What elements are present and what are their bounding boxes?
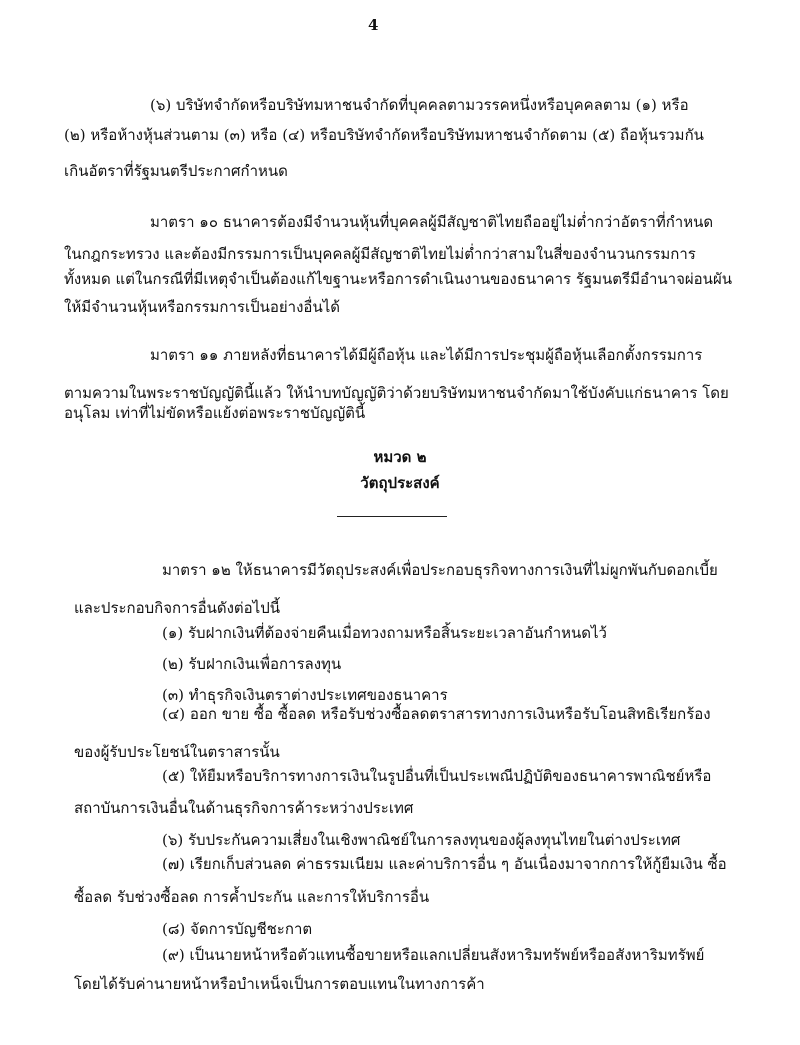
section11-line1: มาตรา ๑๑ ภายหลังที่ธนาคารได้มีผู้ถือหุ้น และได้มีการประชุมผู้ถือหุ้นเลือกตั้งกรรมการ (150, 346, 703, 364)
section12-item1: (๑) รับฝากเงินที่ต้องจ่ายคืนเมื่อทวงถามหรือสิ้นระยะเวลาอันกำหนดไว้ (162, 624, 607, 642)
chapter-divider (337, 516, 447, 517)
page-number: 4 (368, 16, 379, 34)
section12-item9-line2: โดยได้รับค่านายหน้าหรือบำเหน็จเป็นการตอบแทนในทางการค้า (74, 975, 485, 993)
section12-item3: (๓) ทำธุรกิจเงินตราต่างประเทศของธนาคาร (162, 686, 448, 704)
section10-line3: ทั้งหมด แต่ในกรณีที่มีเหตุจำเป็นต้องแก้ไขฐานะหรือการดำเนินงานของธนาคาร รัฐมนตรีมีอำนาจผ่อนผัน (64, 270, 732, 288)
chapter-number: หมวด ๒ (373, 448, 427, 466)
section10-line2: ในกฎกระทรวง และต้องมีกรรมการเป็นบุคคลผู้มีสัญชาติไทยไม่ต่ำกว่าสามในสี่ของจำนวนกรรมการ (64, 245, 696, 263)
para6-line2: (๒) หรือห้างหุ้นส่วนตาม (๓) หรือ (๔) หรือบริษัทจำกัดหรือบริษัทมหาชนจำกัดตาม (๕) ถือหุ้นรวมกัน (64, 126, 704, 144)
section11-line3: อนุโลม เท่าที่ไม่ขัดหรือแย้งต่อพระราชบัญญัตินี้ (64, 404, 366, 422)
section12-line1: มาตรา ๑๒ ให้ธนาคารมีวัตถุประสงค์เพื่อประกอบธุรกิจทางการเงินที่ไม่ผูกพันกับดอกเบี้ย (162, 561, 718, 579)
section12-item2: (๒) รับฝากเงินเพื่อการลงทุน (162, 655, 342, 673)
section12-item7-line1: (๗) เรียกเก็บส่วนลด ค่าธรรมเนียม และค่าบริการอื่น ๆ อันเนื่องมาจากการให้กู้ยืมเงิน ซื้อ (162, 855, 727, 873)
section12-item9-line1: (๙) เป็นนายหน้าหรือตัวแทนซื้อขายหรือแลกเปลี่ยนสังหาริมทรัพย์หรืออสังหาริมทรัพย์ (162, 946, 705, 964)
section12-item4-line1: (๔) ออก ขาย ซื้อ ซื้อลด หรือรับช่วงซื้อลดตราสารทางการเงินหรือรับโอนสิทธิเรียกร้อง (162, 705, 711, 723)
section12-item4-line2: ของผู้รับประโยชน์ในตราสารนั้น (74, 743, 280, 761)
section12-item8: (๘) จัดการบัญชีชะกาต (162, 920, 313, 938)
section12-item5-line1: (๕) ให้ยืมหรือบริการทางการเงินในรูปอื่นที่เป็นประเพณีปฏิบัติของธนาคารพาณิชย์หรือ (162, 767, 712, 785)
section12-item7-line2: ซื้อลด รับช่วงซื้อลด การค้ำประกัน และการให้บริการอื่น (74, 888, 430, 906)
para6-line3: เกินอัตราที่รัฐมนตรีประกาศกำหนด (64, 162, 288, 180)
section12-item5-line2: สถาบันการเงินอื่นในด้านธุรกิจการค้าระหว่างประเทศ (74, 799, 414, 817)
section12-line2: และประกอบกิจการอื่นดังต่อไปนี้ (74, 599, 280, 617)
section11-line2: ตามความในพระราชบัญญัตินี้แล้ว ให้นำบทบัญญัติว่าด้วยบริษัทมหาชนจำกัดมาใช้บังคับแก่ธนาคาร โดย (64, 384, 729, 402)
para6-line1: (๖) บริษัทจำกัดหรือบริษัทมหาชนจำกัดที่บุคคลตามวรรคหนึ่งหรือบุคคลตาม (๑) หรือ (150, 96, 689, 114)
chapter-title: วัตถุประสงค์ (360, 474, 440, 492)
section12-item6: (๖) รับประกันความเสี่ยงในเชิงพาณิชย์ในการลงทุนของผู้ลงทุนไทยในต่างประเทศ (162, 831, 681, 849)
section10-line1: มาตรา ๑๐ ธนาคารต้องมีจำนวนหุ้นที่บุคคลผู้มีสัญชาติไทยถืออยู่ไม่ต่ำกว่าอัตราที่กำหนด (150, 213, 714, 231)
section10-line4: ให้มีจำนวนหุ้นหรือกรรมการเป็นอย่างอื่นได้ (64, 298, 340, 316)
